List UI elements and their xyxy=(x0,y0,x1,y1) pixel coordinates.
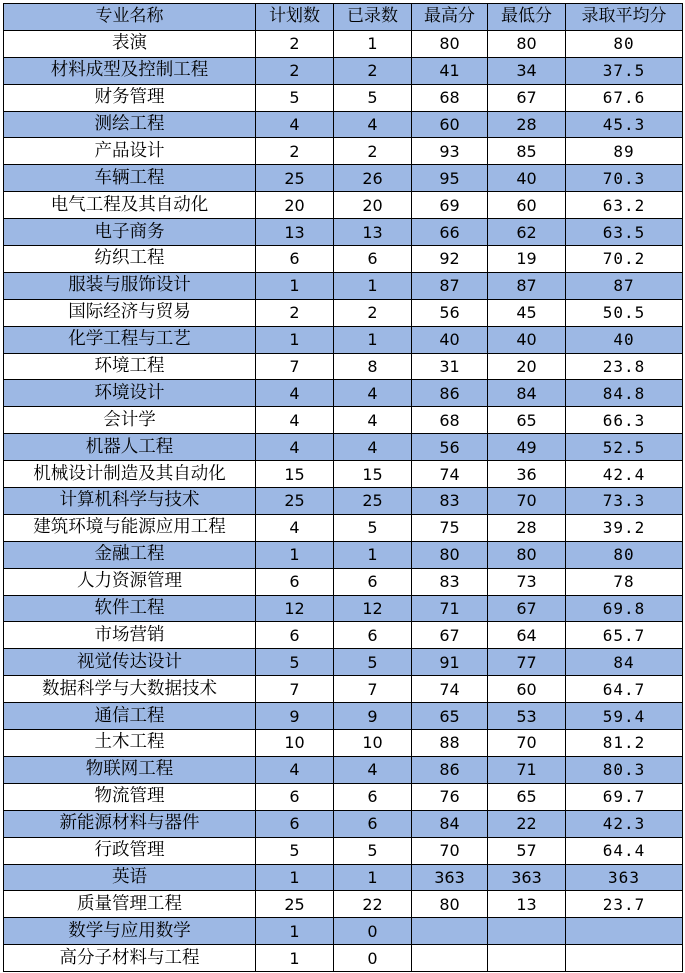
avg-score-cell: 363 xyxy=(566,864,683,891)
avg-score-cell: 66.3 xyxy=(566,407,683,434)
admitted-count-cell: 5 xyxy=(334,84,412,111)
plan-count-cell: 4 xyxy=(256,756,334,783)
min-score-cell: 64 xyxy=(488,622,566,649)
max-score-cell: 56 xyxy=(412,434,488,461)
avg-score-cell: 50.5 xyxy=(566,299,683,326)
table-row xyxy=(4,676,683,703)
min-score-cell: 67 xyxy=(488,595,566,622)
table-row xyxy=(4,864,683,891)
admitted-count-cell: 5 xyxy=(334,649,412,676)
plan-count-cell: 6 xyxy=(256,783,334,810)
max-score-cell: 68 xyxy=(412,407,488,434)
avg-score-cell: 23.7 xyxy=(566,891,683,918)
admitted-count-cell: 2 xyxy=(334,57,412,84)
plan-count-cell: 6 xyxy=(256,246,334,273)
plan-count-cell: 1 xyxy=(256,945,334,972)
major-name-cell: 物流管理 xyxy=(4,783,256,810)
plan-count-cell: 5 xyxy=(256,649,334,676)
admitted-count-cell: 1 xyxy=(334,541,412,568)
min-score-cell: 67 xyxy=(488,84,566,111)
table-row xyxy=(4,380,683,407)
plan-count-cell: 7 xyxy=(256,676,334,703)
table-row xyxy=(4,326,683,353)
min-score-cell: 77 xyxy=(488,649,566,676)
avg-score-cell: 70.2 xyxy=(566,246,683,273)
header-min-score: 最低分 xyxy=(488,4,566,31)
plan-count-cell: 6 xyxy=(256,622,334,649)
plan-count-cell: 1 xyxy=(256,918,334,945)
min-score-cell: 71 xyxy=(488,756,566,783)
min-score-cell: 87 xyxy=(488,272,566,299)
admitted-count-cell: 7 xyxy=(334,676,412,703)
major-name-cell: 化学工程与工艺 xyxy=(4,326,256,353)
table-row xyxy=(4,192,683,219)
min-score-cell: 36 xyxy=(488,461,566,488)
table-row xyxy=(4,84,683,111)
admitted-count-cell: 6 xyxy=(334,810,412,837)
admitted-count-cell: 13 xyxy=(334,219,412,246)
avg-score-cell: 89 xyxy=(566,138,683,165)
table-row xyxy=(4,541,683,568)
plan-count-cell: 20 xyxy=(256,192,334,219)
table-row xyxy=(4,568,683,595)
max-score-cell: 83 xyxy=(412,568,488,595)
major-name-cell: 高分子材料与工程 xyxy=(4,945,256,972)
admitted-count-cell: 2 xyxy=(334,138,412,165)
table-row xyxy=(4,299,683,326)
max-score-cell: 68 xyxy=(412,84,488,111)
min-score-cell: 73 xyxy=(488,568,566,595)
major-name-cell: 通信工程 xyxy=(4,703,256,730)
max-score-cell: 86 xyxy=(412,756,488,783)
avg-score-cell: 42.4 xyxy=(566,461,683,488)
min-score-cell: 60 xyxy=(488,192,566,219)
min-score-cell: 28 xyxy=(488,111,566,138)
major-name-cell: 数据科学与大数据技术 xyxy=(4,676,256,703)
admitted-count-cell: 15 xyxy=(334,461,412,488)
min-score-cell: 65 xyxy=(488,783,566,810)
min-score-cell: 53 xyxy=(488,703,566,730)
major-name-cell: 电气工程及其自动化 xyxy=(4,192,256,219)
major-name-cell: 视觉传达设计 xyxy=(4,649,256,676)
max-score-cell: 41 xyxy=(412,57,488,84)
avg-score-cell: 78 xyxy=(566,568,683,595)
min-score-cell xyxy=(488,918,566,945)
plan-count-cell: 2 xyxy=(256,138,334,165)
table-row xyxy=(4,165,683,192)
table-row xyxy=(4,111,683,138)
table-row xyxy=(4,649,683,676)
plan-count-cell: 25 xyxy=(256,891,334,918)
admitted-count-cell: 2 xyxy=(334,299,412,326)
plan-count-cell: 5 xyxy=(256,837,334,864)
avg-score-cell xyxy=(566,945,683,972)
major-name-cell: 建筑环境与能源应用工程 xyxy=(4,514,256,541)
min-score-cell: 60 xyxy=(488,676,566,703)
table-body xyxy=(4,30,683,971)
plan-count-cell: 25 xyxy=(256,165,334,192)
min-score-cell: 70 xyxy=(488,488,566,515)
avg-score-cell: 59.4 xyxy=(566,703,683,730)
admitted-count-cell: 4 xyxy=(334,380,412,407)
table-row xyxy=(4,461,683,488)
min-score-cell: 57 xyxy=(488,837,566,864)
min-score-cell: 22 xyxy=(488,810,566,837)
major-name-cell: 财务管理 xyxy=(4,84,256,111)
avg-score-cell: 87 xyxy=(566,272,683,299)
table-row xyxy=(4,514,683,541)
max-score-cell: 67 xyxy=(412,622,488,649)
major-name-cell: 土木工程 xyxy=(4,730,256,757)
table-row xyxy=(4,57,683,84)
max-score-cell: 40 xyxy=(412,326,488,353)
plan-count-cell: 1 xyxy=(256,326,334,353)
plan-count-cell: 5 xyxy=(256,84,334,111)
min-score-cell: 84 xyxy=(488,380,566,407)
max-score-cell: 60 xyxy=(412,111,488,138)
admitted-count-cell: 6 xyxy=(334,783,412,810)
plan-count-cell: 4 xyxy=(256,380,334,407)
admitted-count-cell: 1 xyxy=(334,326,412,353)
table-row xyxy=(4,756,683,783)
header-admitted-count: 已录数 xyxy=(334,4,412,31)
major-name-cell: 表演 xyxy=(4,30,256,57)
major-name-cell: 人力资源管理 xyxy=(4,568,256,595)
table-row xyxy=(4,837,683,864)
max-score-cell: 69 xyxy=(412,192,488,219)
admitted-count-cell: 6 xyxy=(334,568,412,595)
max-score-cell xyxy=(412,945,488,972)
min-score-cell xyxy=(488,945,566,972)
plan-count-cell: 6 xyxy=(256,810,334,837)
table-row xyxy=(4,407,683,434)
major-name-cell: 市场营销 xyxy=(4,622,256,649)
min-score-cell: 70 xyxy=(488,730,566,757)
max-score-cell: 66 xyxy=(412,219,488,246)
avg-score-cell: 69.8 xyxy=(566,595,683,622)
min-score-cell: 80 xyxy=(488,541,566,568)
major-name-cell: 服装与服饰设计 xyxy=(4,272,256,299)
min-score-cell: 85 xyxy=(488,138,566,165)
min-score-cell: 80 xyxy=(488,30,566,57)
admitted-count-cell: 5 xyxy=(334,837,412,864)
admitted-count-cell: 1 xyxy=(334,272,412,299)
plan-count-cell: 15 xyxy=(256,461,334,488)
table-row xyxy=(4,595,683,622)
max-score-cell: 87 xyxy=(412,272,488,299)
table-row xyxy=(4,703,683,730)
plan-count-cell: 13 xyxy=(256,219,334,246)
avg-score-cell: 23.8 xyxy=(566,353,683,380)
min-score-cell: 19 xyxy=(488,246,566,273)
admitted-count-cell: 8 xyxy=(334,353,412,380)
max-score-cell: 74 xyxy=(412,676,488,703)
plan-count-cell: 12 xyxy=(256,595,334,622)
max-score-cell: 80 xyxy=(412,30,488,57)
max-score-cell: 31 xyxy=(412,353,488,380)
avg-score-cell xyxy=(566,918,683,945)
major-name-cell: 数学与应用数学 xyxy=(4,918,256,945)
header-major-name: 专业名称 xyxy=(4,4,256,31)
min-score-cell: 20 xyxy=(488,353,566,380)
major-name-cell: 机械设计制造及其自动化 xyxy=(4,461,256,488)
max-score-cell: 75 xyxy=(412,514,488,541)
min-score-cell: 45 xyxy=(488,299,566,326)
avg-score-cell: 64.4 xyxy=(566,837,683,864)
max-score-cell: 70 xyxy=(412,837,488,864)
admitted-count-cell: 5 xyxy=(334,514,412,541)
max-score-cell: 363 xyxy=(412,864,488,891)
avg-score-cell: 80.3 xyxy=(566,756,683,783)
plan-count-cell: 4 xyxy=(256,434,334,461)
admitted-count-cell: 20 xyxy=(334,192,412,219)
plan-count-cell: 4 xyxy=(256,111,334,138)
header-max-score: 最高分 xyxy=(412,4,488,31)
avg-score-cell: 80 xyxy=(566,541,683,568)
avg-score-cell: 70.3 xyxy=(566,165,683,192)
max-score-cell: 74 xyxy=(412,461,488,488)
table-row xyxy=(4,138,683,165)
min-score-cell: 40 xyxy=(488,326,566,353)
avg-score-cell: 63.2 xyxy=(566,192,683,219)
max-score-cell: 92 xyxy=(412,246,488,273)
major-name-cell: 质量管理工程 xyxy=(4,891,256,918)
plan-count-cell: 25 xyxy=(256,488,334,515)
avg-score-cell: 67.6 xyxy=(566,84,683,111)
avg-score-cell: 37.5 xyxy=(566,57,683,84)
max-score-cell: 86 xyxy=(412,380,488,407)
table-row xyxy=(4,810,683,837)
avg-score-cell: 73.3 xyxy=(566,488,683,515)
admitted-count-cell: 26 xyxy=(334,165,412,192)
admitted-count-cell: 6 xyxy=(334,622,412,649)
min-score-cell: 34 xyxy=(488,57,566,84)
avg-score-cell: 64.7 xyxy=(566,676,683,703)
max-score-cell: 95 xyxy=(412,165,488,192)
max-score-cell: 93 xyxy=(412,138,488,165)
header-plan-count: 计划数 xyxy=(256,4,334,31)
major-name-cell: 产品设计 xyxy=(4,138,256,165)
admitted-count-cell: 1 xyxy=(334,864,412,891)
admitted-count-cell: 4 xyxy=(334,407,412,434)
avg-score-cell: 40 xyxy=(566,326,683,353)
major-name-cell: 计算机科学与技术 xyxy=(4,488,256,515)
major-name-cell: 电子商务 xyxy=(4,219,256,246)
plan-count-cell: 1 xyxy=(256,541,334,568)
avg-score-cell: 84 xyxy=(566,649,683,676)
table-header xyxy=(4,4,683,31)
major-name-cell: 环境工程 xyxy=(4,353,256,380)
max-score-cell: 83 xyxy=(412,488,488,515)
max-score-cell: 80 xyxy=(412,891,488,918)
max-score-cell: 71 xyxy=(412,595,488,622)
major-name-cell: 机器人工程 xyxy=(4,434,256,461)
table-row xyxy=(4,918,683,945)
table-row xyxy=(4,945,683,972)
major-name-cell: 金融工程 xyxy=(4,541,256,568)
plan-count-cell: 9 xyxy=(256,703,334,730)
plan-count-cell: 6 xyxy=(256,568,334,595)
max-score-cell: 65 xyxy=(412,703,488,730)
admitted-count-cell: 10 xyxy=(334,730,412,757)
avg-score-cell: 42.3 xyxy=(566,810,683,837)
admitted-count-cell: 4 xyxy=(334,111,412,138)
min-score-cell: 13 xyxy=(488,891,566,918)
max-score-cell: 84 xyxy=(412,810,488,837)
admitted-count-cell: 0 xyxy=(334,918,412,945)
major-name-cell: 材料成型及控制工程 xyxy=(4,57,256,84)
max-score-cell: 80 xyxy=(412,541,488,568)
major-name-cell: 会计学 xyxy=(4,407,256,434)
major-name-cell: 物联网工程 xyxy=(4,756,256,783)
admitted-count-cell: 4 xyxy=(334,434,412,461)
plan-count-cell: 2 xyxy=(256,299,334,326)
table-row xyxy=(4,434,683,461)
admission-scores-table xyxy=(3,3,683,972)
plan-count-cell: 10 xyxy=(256,730,334,757)
major-name-cell: 英语 xyxy=(4,864,256,891)
max-score-cell: 56 xyxy=(412,299,488,326)
plan-count-cell: 7 xyxy=(256,353,334,380)
min-score-cell: 65 xyxy=(488,407,566,434)
table-row xyxy=(4,272,683,299)
avg-score-cell: 63.5 xyxy=(566,219,683,246)
admitted-count-cell: 4 xyxy=(334,756,412,783)
major-name-cell: 软件工程 xyxy=(4,595,256,622)
min-score-cell: 49 xyxy=(488,434,566,461)
major-name-cell: 新能源材料与器件 xyxy=(4,810,256,837)
major-name-cell: 行政管理 xyxy=(4,837,256,864)
plan-count-cell: 2 xyxy=(256,57,334,84)
min-score-cell: 40 xyxy=(488,165,566,192)
min-score-cell: 62 xyxy=(488,219,566,246)
admitted-count-cell: 9 xyxy=(334,703,412,730)
table-row xyxy=(4,891,683,918)
table-row xyxy=(4,30,683,57)
major-name-cell: 纺织工程 xyxy=(4,246,256,273)
avg-score-cell: 39.2 xyxy=(566,514,683,541)
table-row xyxy=(4,622,683,649)
major-name-cell: 测绘工程 xyxy=(4,111,256,138)
admitted-count-cell: 0 xyxy=(334,945,412,972)
max-score-cell: 88 xyxy=(412,730,488,757)
avg-score-cell: 80 xyxy=(566,30,683,57)
header-row xyxy=(4,4,683,31)
avg-score-cell: 84.8 xyxy=(566,380,683,407)
header-avg-score: 录取平均分 xyxy=(566,4,683,31)
table-row xyxy=(4,353,683,380)
avg-score-cell: 69.7 xyxy=(566,783,683,810)
avg-score-cell: 65.7 xyxy=(566,622,683,649)
plan-count-cell: 1 xyxy=(256,864,334,891)
max-score-cell: 91 xyxy=(412,649,488,676)
min-score-cell: 28 xyxy=(488,514,566,541)
max-score-cell: 76 xyxy=(412,783,488,810)
table-row xyxy=(4,219,683,246)
admitted-count-cell: 1 xyxy=(334,30,412,57)
admitted-count-cell: 22 xyxy=(334,891,412,918)
major-name-cell: 国际经济与贸易 xyxy=(4,299,256,326)
avg-score-cell: 52.5 xyxy=(566,434,683,461)
table-row xyxy=(4,730,683,757)
major-name-cell: 车辆工程 xyxy=(4,165,256,192)
plan-count-cell: 2 xyxy=(256,30,334,57)
admitted-count-cell: 6 xyxy=(334,246,412,273)
major-name-cell: 环境设计 xyxy=(4,380,256,407)
table-row xyxy=(4,783,683,810)
min-score-cell: 363 xyxy=(488,864,566,891)
admitted-count-cell: 25 xyxy=(334,488,412,515)
table-row xyxy=(4,246,683,273)
table-row xyxy=(4,488,683,515)
avg-score-cell: 81.2 xyxy=(566,730,683,757)
plan-count-cell: 4 xyxy=(256,514,334,541)
max-score-cell xyxy=(412,918,488,945)
avg-score-cell: 45.3 xyxy=(566,111,683,138)
plan-count-cell: 4 xyxy=(256,407,334,434)
plan-count-cell: 1 xyxy=(256,272,334,299)
admitted-count-cell: 12 xyxy=(334,595,412,622)
